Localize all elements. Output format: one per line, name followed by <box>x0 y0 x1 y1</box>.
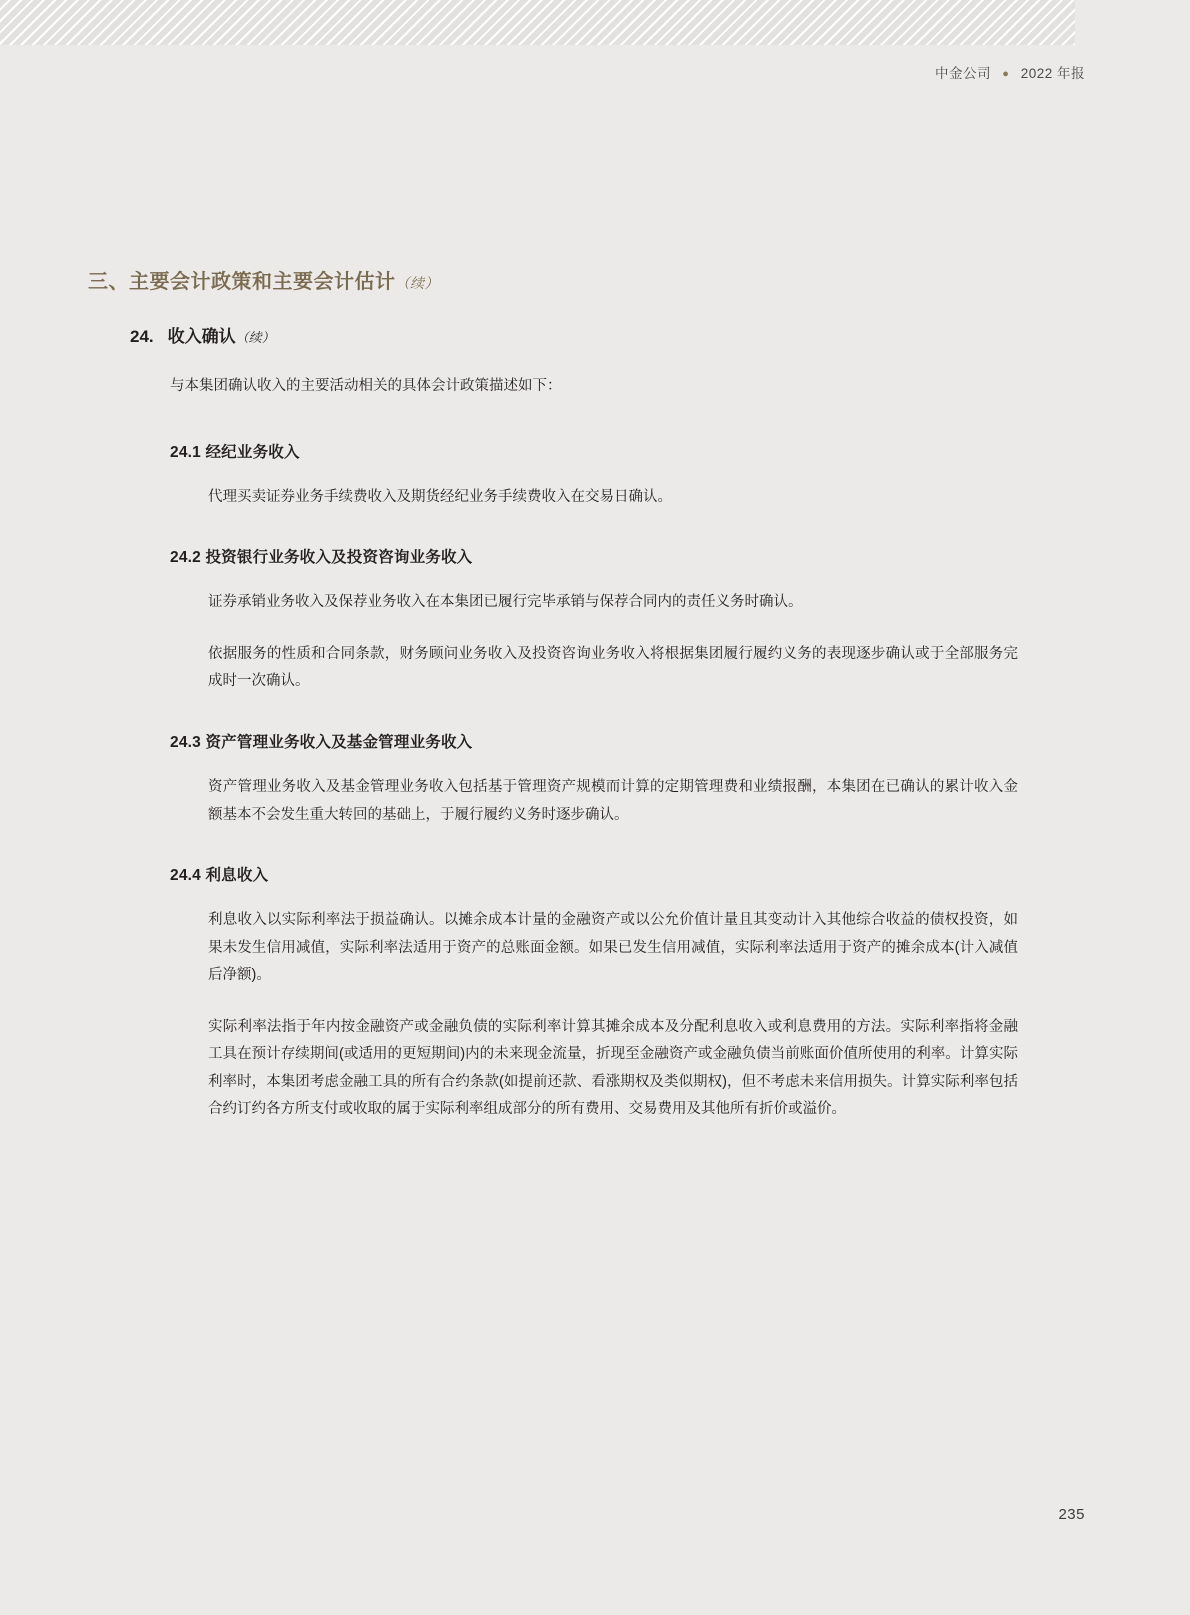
item-block-24-2 <box>88 545 1048 696</box>
page-number: 235 <box>1058 1506 1085 1523</box>
page-running-header <box>935 62 1085 82</box>
item-paragraph: 资产管理业务收入及基金管理业务收入包括基于管理资产规模而计算的定期管理费和业绩报酬，本集团在已确认的累计收入金额基本不会发生重大转回的基础上，于履行履约义务时逐步确认。 <box>208 779 1018 823</box>
subsection-heading <box>88 322 1048 347</box>
item-heading-24-1: 24.1 经纪业务收入 <box>170 443 300 461</box>
item-block-24-1 <box>88 440 1048 512</box>
item-heading-24-2: 24.2 投资银行业务收入及投资咨询业务收入 <box>170 549 473 567</box>
header-bullet-separator: ● <box>1002 68 1010 81</box>
subsection-continued: （续） <box>235 330 275 345</box>
subsection-title: 收入确认 <box>167 327 236 346</box>
item-heading-24-3: 24.3 资产管理业务收入及基金管理业务收入 <box>170 734 473 751</box>
item-block-24-4 <box>88 863 1048 1124</box>
subsection-intro-paragraph: 与本集团确认收入的主要活动相关的具体会计政策描述如下： <box>170 378 562 394</box>
section-heading-text: 三、主要会计政策和主要会计估计 <box>88 271 396 293</box>
section-heading-continued: （续） <box>395 275 439 291</box>
item-paragraph: 代理买卖证券业务手续费收入及期货经纪业务手续费收入在交易日确认。 <box>208 488 672 505</box>
item-paragraph: 证券承销业务收入及保荐业务收入在本集团已履行完毕承销与保荐合同内的责任义务时确认。 <box>208 594 803 611</box>
item-paragraph: 利息收入以实际利率法于损益确认。以摊余成本计量的金融资产或以公允价值计量且其变动计入其他综合收益的债权投资，如果未发生信用减值，实际利率法适用于资产的总账面金额。如果已发生信用减值，实际利率法适用于资产的摊余成本(计入减值后净额)。 <box>208 912 1018 984</box>
item-paragraph: 依据服务的性质和合同条款，财务顾问业务收入及投资咨询业务收入将根据集团履行履约义务的表现逐步确认或于全部服务完成时一次确认。 <box>208 645 1018 690</box>
header-company-name: 中金公司 <box>935 66 992 81</box>
header-report-year: 2022 年报 <box>1020 66 1085 81</box>
item-block-24-3 <box>88 730 1048 829</box>
item-paragraph: 实际利率法指于年内按金融资产或金融负债的实际利率计算其摊余成本及分配利息收入或利息费用的方法。实际利率指将金融工具在预计存续期间(或适用的更短期间)内的未来现金流量，折现至金融资产或金融负债当前账面价值所使用的利率。计算实际利率时，本集团考虑金融工具的所有合约条款(如提前还款、看涨期权及类似期权)，但不考虑未来信用损失。计算实际利率包括合约订约各方所支付或收取的属于实际利率组成部分的所有费用、交易费用及其他所有折价或溢价。 <box>208 1018 1018 1118</box>
section-heading <box>88 265 1048 294</box>
item-heading-24-4: 24.4 利息收入 <box>170 867 269 885</box>
subsection-number: 24. <box>130 327 154 346</box>
document-content <box>88 265 1048 1158</box>
decorative-hatch-band <box>0 0 1075 45</box>
